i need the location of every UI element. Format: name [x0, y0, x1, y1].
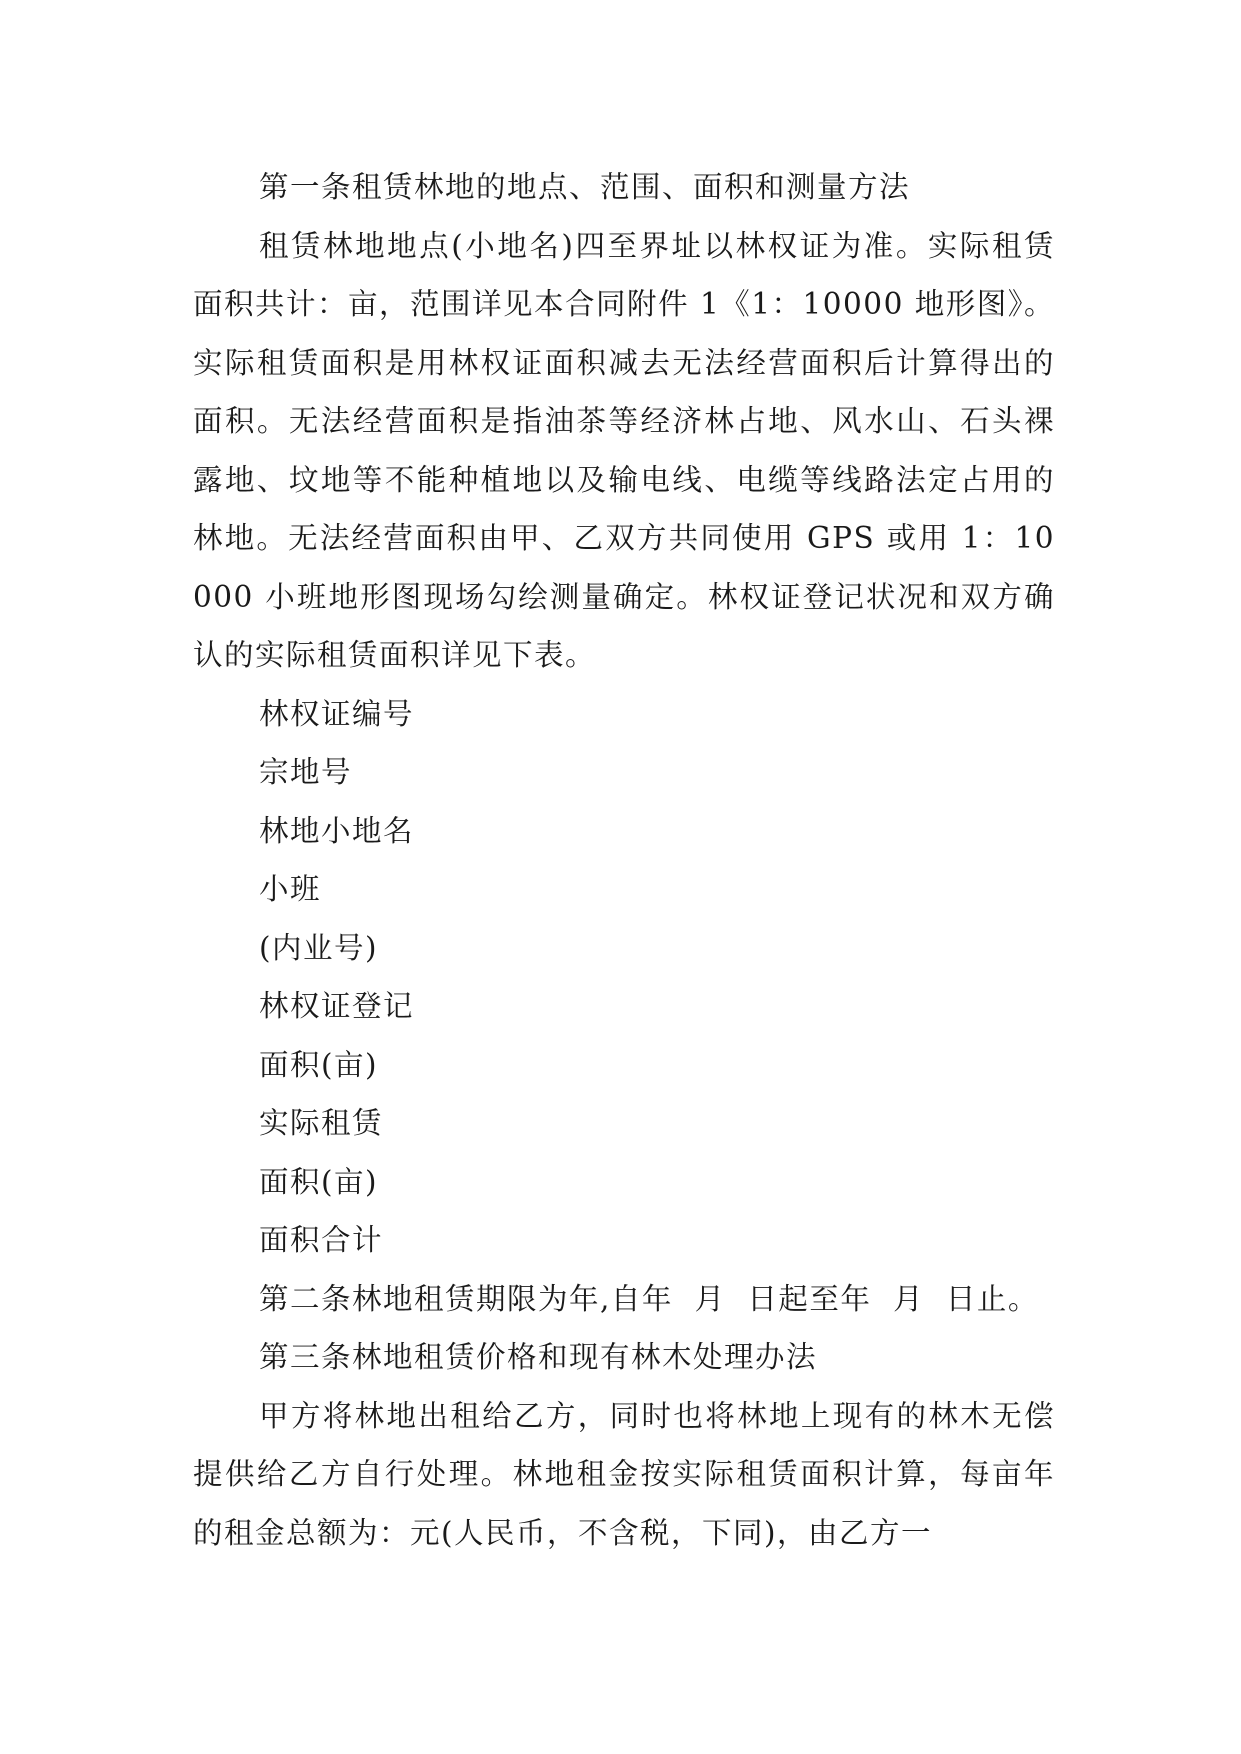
- table-item-certificate-number: 林权证编号: [259, 696, 415, 731]
- table-item-forest-place-name: 林地小地名: [259, 813, 415, 848]
- table-item-internal-number: (内业号): [259, 930, 379, 965]
- table-item-registered-area: 面积(亩): [259, 1047, 379, 1082]
- table-item-area-total: 面积合计: [259, 1223, 384, 1257]
- table-item-actual-area: 面积(亩): [259, 1164, 379, 1199]
- article-1-heading: 第一条租赁林地的地点、范围、面积和测量方法: [259, 170, 911, 204]
- article-3-heading: 第三条林地租赁价格和现有林木处理办法: [259, 1340, 818, 1374]
- table-item-parcel-number: 宗地号: [259, 755, 353, 789]
- table-item-actual-lease: 实际租赁: [259, 1106, 384, 1140]
- article-1-body: 租赁林地地点(小地名)四至界址以林权证为准。实际租赁面积共计：亩，范围详见本合同附件 1《1：10000 地形图》。实际租赁面积是用林权证面积减去无法经营面积后计算得出的面积。无法经营面积是指油茶等经济林占地、风水山、石头裸露地、坟地等不能种植地以及输电线、电缆等线路法定占用的林地。无法经营面积由甲、乙双方共同使用 GPS 或用 1：10000 小班地形图现场勾绘测量确定。林权证登记状况和双方确认的实际租赁面积详见下表。: [193, 228, 1055, 672]
- table-item-subcompartment: 小班: [259, 872, 322, 906]
- table-item-registered: 林权证登记: [259, 989, 415, 1023]
- document-body: [193, 158, 1055, 1562]
- article-3-body: 甲方将林地出租给乙方，同时也将林地上现有的林木无偿提供给乙方自行处理。林地租金按实际租赁面积计算，每亩年的租金总额为：元(人民币，不含税，下同)，由乙方一: [193, 1398, 1055, 1550]
- article-2: 第二条林地租赁期限为年,自年 月 日起至年 月 日止。: [259, 1281, 1039, 1316]
